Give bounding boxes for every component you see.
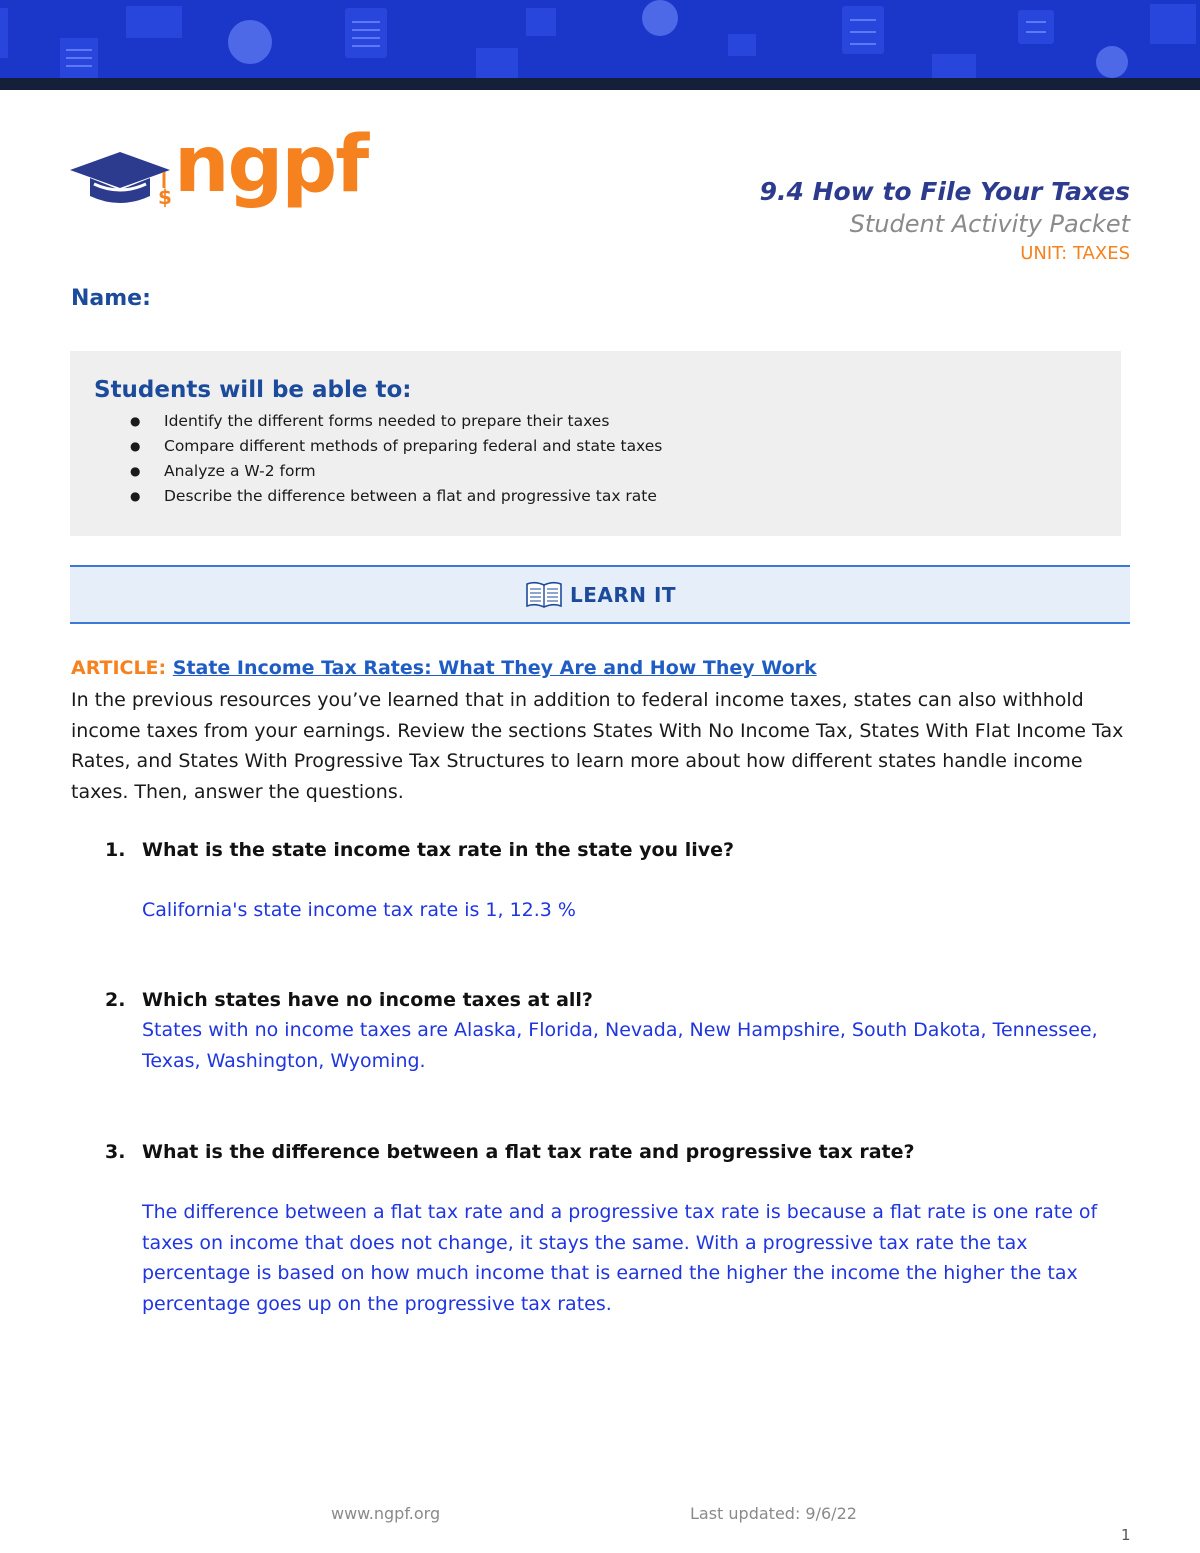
article-intro: In the previous resources you’ve learned that in addition to federal income taxes, states can also withhold income taxes from your earnings. Review the sections States With No Income Tax, States With Flat Income Tax Rates, and States With Progressive Tax Structures to learn more about how different states handle income taxes. Then, answer the questions. xyxy=(71,689,1124,803)
book-icon xyxy=(524,579,564,611)
question-2 xyxy=(105,985,593,1015)
document-title: 9.4 How to File Your Taxes xyxy=(759,177,1130,206)
objectives-heading: Students will be able to: xyxy=(94,377,412,403)
question-number: 2. xyxy=(105,989,126,1011)
question-1 xyxy=(105,835,734,865)
answer-1[interactable]: California's state income tax rate is 1, 12.3 % xyxy=(142,899,576,921)
list-item: ● Identify the different forms needed to prepare their taxes xyxy=(130,409,1121,434)
question-number: 1. xyxy=(105,839,126,861)
list-item: ● Describe the difference between a flat and progressive tax rate xyxy=(130,484,1121,509)
banner-pattern xyxy=(0,0,1200,90)
question-3 xyxy=(105,1137,915,1167)
header-banner xyxy=(0,0,1200,90)
page-number: 1 xyxy=(1121,1526,1131,1544)
svg-text:$: $ xyxy=(158,185,172,209)
list-item: ● Analyze a W-2 form xyxy=(130,459,1121,484)
document-subtitle: Student Activity Packet xyxy=(849,210,1130,238)
banner-divider xyxy=(0,78,1200,90)
objectives-box xyxy=(70,351,1121,536)
graduation-cap-icon xyxy=(70,148,180,212)
footer-last-updated: Last updated: 9/6/22 xyxy=(690,1504,857,1523)
article-link[interactable]: State Income Tax Rates: What They Are and How They Work xyxy=(172,657,817,679)
ngpf-logo xyxy=(70,120,368,218)
objectives-list xyxy=(94,409,1121,509)
article-line xyxy=(71,655,817,681)
question-text: What is the difference between a flat tax rate and progressive tax rate? xyxy=(142,1141,915,1163)
learn-it-label: LEARN IT xyxy=(569,582,677,607)
logo-wordmark: ngpf xyxy=(174,120,368,210)
name-label: Name: xyxy=(71,286,151,311)
question-text: Which states have no income taxes at all? xyxy=(142,989,593,1011)
question-text: What is the state income tax rate in the state you live? xyxy=(142,839,735,861)
article-prefix: ARTICLE: xyxy=(71,657,173,679)
title-block xyxy=(760,176,1130,268)
learn-it-section-header xyxy=(70,565,1130,624)
unit-label: UNIT: TAXES xyxy=(1020,243,1130,264)
list-item: ● Compare different methods of preparing federal and state taxes xyxy=(130,434,1121,459)
footer-website[interactable]: www.ngpf.org xyxy=(331,1504,441,1523)
question-number: 3. xyxy=(105,1141,126,1163)
answer-2[interactable]: States with no income taxes are Alaska, Florida, Nevada, New Hampshire, South Dakota, Tennessee, Texas, Washington, Wyoming. xyxy=(142,1019,1098,1072)
answer-3[interactable]: The difference between a flat tax rate and a progressive tax rate is because a flat rate is one rate of taxes on income that does not change, it stays the same. With a progressive tax rate the tax percentage is based on how much income that is earned the higher the income the higher the tax percentage goes up on the progressive tax rates. xyxy=(142,1201,1098,1315)
